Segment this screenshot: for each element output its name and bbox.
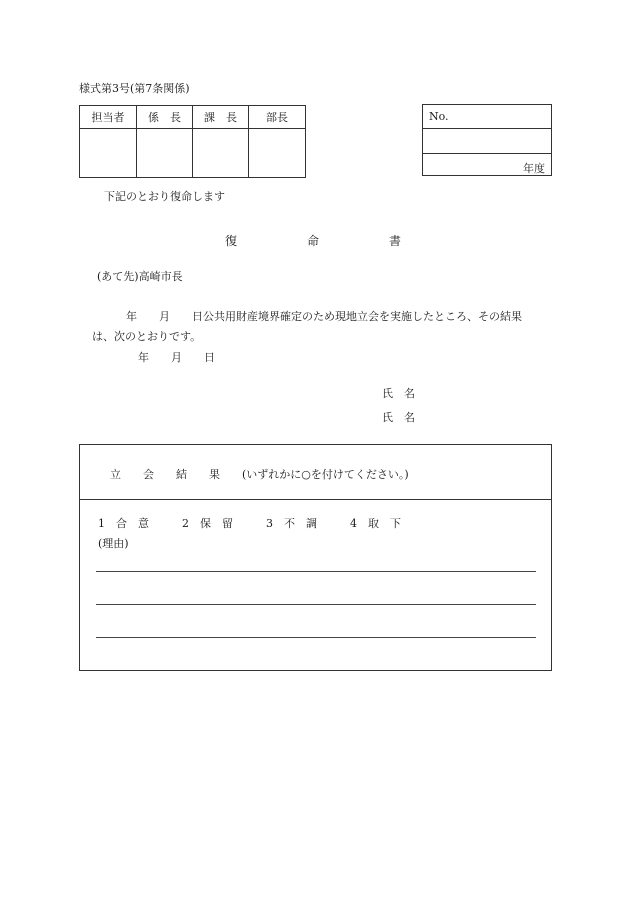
fiscal-year-label: 年度 bbox=[523, 162, 545, 175]
header-chief: 係 長 bbox=[137, 106, 193, 129]
header-department-manager: 部長 bbox=[249, 106, 306, 129]
report-date: 年 月 日 bbox=[138, 351, 215, 364]
number-year-box bbox=[422, 104, 552, 176]
title-char-1: 復 bbox=[225, 234, 238, 248]
title-char-2: 命 bbox=[307, 234, 320, 248]
year-row-divider bbox=[423, 153, 551, 154]
title-char-3: 書 bbox=[389, 234, 402, 248]
stamp-cell-department-manager[interactable] bbox=[249, 129, 306, 178]
header-section-manager: 課 長 bbox=[193, 106, 249, 129]
name-label-1: 氏 名 bbox=[382, 387, 415, 400]
reason-line-1[interactable] bbox=[96, 571, 536, 572]
intro-text: 下記のとおり復命します bbox=[104, 190, 225, 203]
approval-stamp-table bbox=[79, 105, 306, 178]
reason-label: (理由) bbox=[98, 537, 129, 550]
body-text-line-2: は、次のとおりです。 bbox=[92, 330, 202, 343]
body-text-line-1: 年 月 日公共用財産境界確定のため現地立会を実施したところ、その結果 bbox=[126, 310, 522, 323]
number-label: No. bbox=[429, 110, 449, 123]
name-label-2: 氏 名 bbox=[382, 411, 415, 424]
reason-line-3[interactable] bbox=[96, 637, 536, 638]
result-options[interactable]: 1 合 意 2 保 留 3 不 調 4 取 下 bbox=[98, 517, 401, 530]
result-box bbox=[79, 444, 552, 671]
reason-line-2[interactable] bbox=[96, 604, 536, 605]
form-number: 様式第3号(第7条関係) bbox=[79, 82, 190, 95]
result-divider bbox=[80, 499, 551, 500]
stamp-cell-person-in-charge[interactable] bbox=[80, 129, 137, 178]
result-title: 立 会 結 果 (いずれかに○を付けてください。) bbox=[110, 468, 409, 481]
header-person-in-charge: 担当者 bbox=[80, 106, 137, 129]
stamp-cell-chief[interactable] bbox=[137, 129, 193, 178]
stamp-cell-section-manager[interactable] bbox=[193, 129, 249, 178]
addressee: (あて先)高崎市長 bbox=[97, 270, 183, 283]
